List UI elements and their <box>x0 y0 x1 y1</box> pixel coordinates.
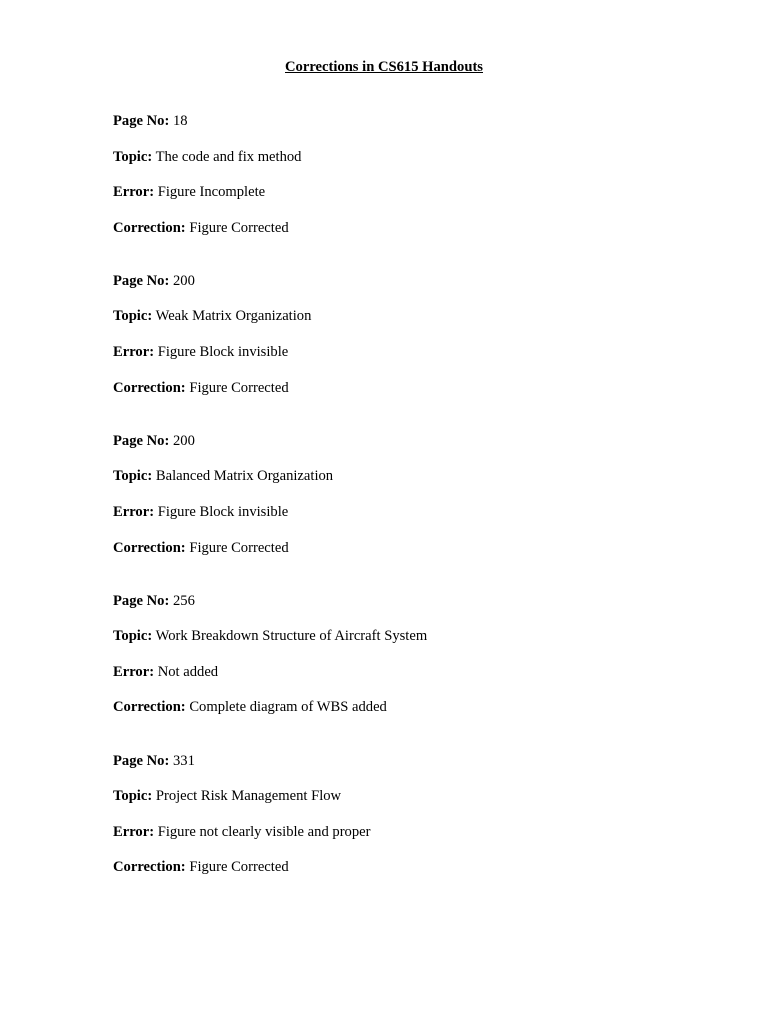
error-line <box>113 343 673 379</box>
correction-line <box>113 539 673 575</box>
page-line <box>113 592 673 628</box>
correction-value: Figure Corrected <box>189 379 289 396</box>
error-label: Error: <box>113 663 155 680</box>
topic-value: Project Risk Management Flow <box>155 788 342 805</box>
error-line <box>113 823 673 859</box>
topic-line <box>113 148 673 184</box>
correction-value: Figure Corrected <box>189 539 289 556</box>
error-value: Figure not clearly visible and proper <box>157 823 371 840</box>
page-value: 18 <box>173 113 188 129</box>
error-label: Error: <box>113 823 155 840</box>
correction-line <box>113 379 673 415</box>
page-value: 200 <box>173 272 195 289</box>
error-line <box>113 663 673 699</box>
page-label: Page No: <box>113 113 170 129</box>
error-line <box>113 183 673 219</box>
correction-label: Correction: <box>113 219 186 236</box>
page-label: Page No: <box>113 752 170 769</box>
topic-line <box>113 307 673 343</box>
topic-line <box>113 467 673 503</box>
correction-value: Complete diagram of WBS added <box>189 699 387 716</box>
correction-value: Figure Corrected <box>189 219 289 236</box>
page-value: 256 <box>173 592 195 609</box>
error-value: Figure Incomplete <box>157 184 266 201</box>
error-label: Error: <box>113 503 155 520</box>
topic-value: Work Breakdown Structure of Aircraft System <box>155 628 428 645</box>
corrections-list <box>113 112 673 911</box>
correction-label: Correction: <box>113 699 186 716</box>
correction-line <box>113 219 673 255</box>
topic-value: The code and fix method <box>155 148 302 165</box>
error-value: Not added <box>157 663 219 680</box>
page-line <box>113 432 673 468</box>
error-value: Figure Block invisible <box>157 344 289 361</box>
correction-entry <box>113 112 673 254</box>
page-label: Page No: <box>113 432 170 449</box>
error-label: Error: <box>113 184 155 201</box>
error-line <box>113 503 673 539</box>
correction-line <box>113 698 673 734</box>
correction-entry <box>113 432 673 574</box>
page-value: 200 <box>173 432 195 449</box>
correction-entry <box>113 592 673 734</box>
topic-label: Topic: <box>113 788 153 805</box>
topic-label: Topic: <box>113 628 153 645</box>
topic-line <box>113 627 673 663</box>
page-value: 331 <box>173 752 195 769</box>
topic-label: Topic: <box>113 308 153 325</box>
page-line <box>113 752 673 788</box>
page-line <box>113 272 673 308</box>
topic-line <box>113 787 673 823</box>
page-label: Page No: <box>113 272 170 289</box>
correction-label: Correction: <box>113 539 186 556</box>
topic-value: Balanced Matrix Organization <box>155 468 334 485</box>
correction-value: Figure Corrected <box>189 859 289 876</box>
correction-label: Correction: <box>113 379 186 396</box>
page-line <box>113 112 673 148</box>
correction-line <box>113 858 673 894</box>
error-value: Figure Block invisible <box>157 503 289 520</box>
topic-label: Topic: <box>113 468 153 485</box>
page-label: Page No: <box>113 592 170 609</box>
correction-entry <box>113 752 673 894</box>
topic-label: Topic: <box>113 148 153 165</box>
document-title: Corrections in CS615 Handouts <box>285 59 483 75</box>
error-label: Error: <box>113 344 155 361</box>
correction-label: Correction: <box>113 859 186 876</box>
topic-value: Weak Matrix Organization <box>155 308 312 325</box>
correction-entry <box>113 272 673 414</box>
